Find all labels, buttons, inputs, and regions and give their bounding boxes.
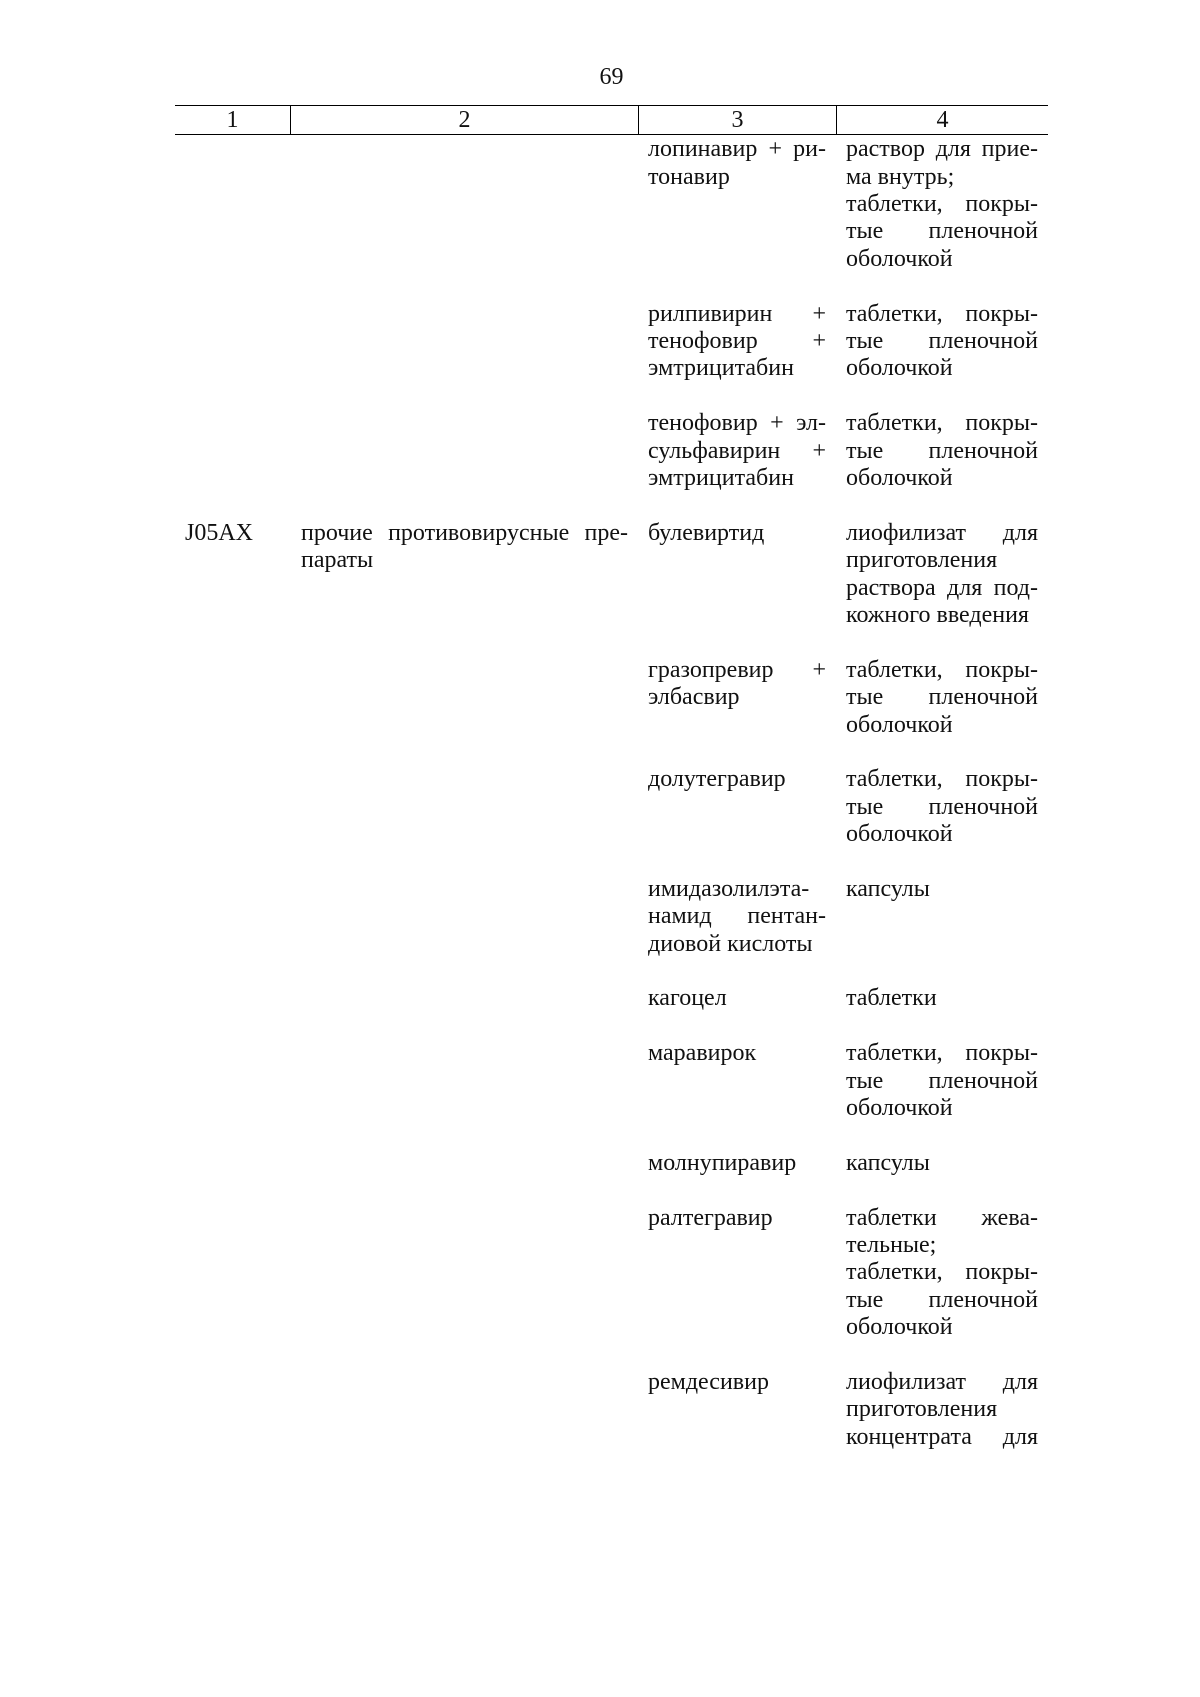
column-header: 4 — [836, 106, 1048, 134]
drug-name-cell — [638, 876, 836, 958]
text-line: прочие противовирусные пре- — [301, 519, 628, 546]
text-line: намид пентан- — [648, 903, 826, 930]
atc-code-cell — [175, 1040, 290, 1122]
text-line: ралтегравир — [648, 1204, 773, 1231]
text-line: тые пленочной — [846, 793, 1038, 820]
column-header: 2 — [290, 106, 638, 134]
table-row — [175, 410, 1048, 492]
text-line: ремдесивир — [648, 1368, 769, 1395]
table-row — [175, 136, 1048, 273]
table-body — [175, 135, 1048, 1451]
text-line: раствор для прие- — [846, 136, 1038, 163]
group-name-cell — [290, 136, 638, 273]
text-line: таблетки, покры- — [846, 1040, 1038, 1067]
dosage-form-cell — [836, 985, 1048, 1012]
text-line: оболочкой — [846, 355, 953, 382]
drug-name-cell — [638, 410, 836, 492]
table-row — [175, 985, 1048, 1012]
group-name-cell — [290, 1040, 638, 1122]
group-name-cell — [290, 1205, 638, 1342]
dosage-form-cell — [836, 876, 1048, 958]
table-row — [175, 1205, 1048, 1342]
group-name-cell — [290, 766, 638, 848]
text-line: имидазолилэта- — [648, 875, 810, 902]
table-row — [175, 657, 1048, 739]
text-line: эмтрицитабин — [648, 355, 794, 382]
text-line: оболочкой — [846, 711, 953, 738]
table-row — [175, 1040, 1048, 1122]
table-row — [175, 876, 1048, 958]
text-line: долутегравир — [648, 766, 786, 793]
text-line: лиофилизат для — [846, 1368, 1038, 1395]
text-line: оболочкой — [846, 245, 953, 272]
atc-code-cell — [175, 520, 290, 630]
text-line: капсулы — [846, 875, 930, 902]
text-line: таблетки, покры- — [846, 1259, 1038, 1286]
text-line: булевиртид — [648, 519, 765, 546]
text-line: таблетки, покры- — [846, 656, 1038, 683]
text-line: приготовления — [846, 1396, 998, 1423]
text-line: тые пленочной — [846, 1286, 1038, 1313]
text-line: тые пленочной — [846, 328, 1038, 355]
text-line: таблетки — [846, 985, 937, 1012]
group-name-cell — [290, 410, 638, 492]
page-number: 69 — [599, 64, 624, 90]
atc-code-cell — [175, 301, 290, 383]
group-name-cell — [290, 520, 638, 630]
atc-code-cell — [175, 876, 290, 958]
group-name-cell — [290, 657, 638, 739]
text-line: таблетки, покры- — [846, 191, 1038, 218]
text-line: тельные; — [846, 1231, 937, 1258]
table-row — [175, 301, 1048, 383]
atc-code-cell — [175, 410, 290, 492]
text-line: оболочкой — [846, 464, 953, 491]
atc-code-cell — [175, 657, 290, 739]
text-line: оболочкой — [846, 1314, 953, 1341]
text-line: кожного введения — [846, 601, 1029, 628]
text-line: сульфавирин + — [648, 437, 826, 464]
dosage-form-cell — [836, 520, 1048, 630]
text-line: оболочкой — [846, 821, 953, 848]
table-row — [175, 520, 1048, 630]
group-name-cell — [290, 876, 638, 958]
dosage-form-cell — [836, 1369, 1048, 1451]
text-line: концентрата для — [846, 1423, 1038, 1450]
text-line: молнупиравир — [648, 1149, 797, 1176]
text-line: рилпивирин + — [648, 300, 826, 327]
text-line: капсулы — [846, 1149, 930, 1176]
drug-name-cell — [638, 1150, 836, 1177]
column-header: 3 — [638, 106, 836, 134]
text-line: тонавир — [648, 163, 730, 190]
text-line: тые пленочной — [846, 437, 1038, 464]
drug-name-cell — [638, 1040, 836, 1122]
group-name-cell — [290, 1150, 638, 1177]
text-line: эмтрицитабин — [648, 464, 794, 491]
text-line: маравирок — [648, 1040, 757, 1067]
text-line: лиофилизат для — [846, 519, 1038, 546]
drug-name-cell — [638, 985, 836, 1012]
atc-code-cell — [175, 985, 290, 1012]
drug-name-cell — [638, 1205, 836, 1342]
drug-table — [175, 105, 1048, 1478]
text-line: тые пленочной — [846, 684, 1038, 711]
text-line: кагоцел — [648, 985, 727, 1012]
dosage-form-cell — [836, 136, 1048, 273]
text-line: параты — [301, 547, 374, 574]
dosage-form-cell — [836, 410, 1048, 492]
dosage-form-cell — [836, 1040, 1048, 1122]
dosage-form-cell — [836, 1205, 1048, 1342]
text-line: приготовления — [846, 547, 998, 574]
text-line: диовой кислоты — [648, 930, 813, 957]
drug-name-cell — [638, 766, 836, 848]
table-row — [175, 1150, 1048, 1177]
atc-code-cell — [175, 1369, 290, 1451]
text-line: гразопревир + — [648, 656, 826, 683]
text-line: оболочкой — [846, 1094, 953, 1121]
text-line: лопинавир + ри- — [648, 136, 826, 163]
drug-name-cell — [638, 136, 836, 273]
text-line: тенофовир + — [648, 328, 826, 355]
text-line: тенофовир + эл- — [648, 410, 826, 437]
drug-name-cell — [638, 1369, 836, 1451]
text-line: раствора для под- — [846, 574, 1038, 601]
atc-code-cell — [175, 766, 290, 848]
atc-code-cell — [175, 136, 290, 273]
atc-code-cell — [175, 1150, 290, 1177]
table-header-row — [175, 105, 1048, 135]
text-line: таблетки жева- — [846, 1204, 1038, 1231]
drug-name-cell — [638, 301, 836, 383]
text-line: элбасвир — [648, 684, 740, 711]
dosage-form-cell — [836, 1150, 1048, 1177]
table-row — [175, 766, 1048, 848]
drug-name-cell — [638, 657, 836, 739]
text-line: таблетки, покры- — [846, 300, 1038, 327]
text-line: таблетки, покры- — [846, 410, 1038, 437]
dosage-form-cell — [836, 766, 1048, 848]
dosage-form-cell — [836, 301, 1048, 383]
text-line: ма внутрь; — [846, 163, 955, 190]
table-row — [175, 1369, 1048, 1451]
group-name-cell — [290, 1369, 638, 1451]
dosage-form-cell — [836, 657, 1048, 739]
text-line: таблетки, покры- — [846, 766, 1038, 793]
text-line: тые пленочной — [846, 1067, 1038, 1094]
drug-name-cell — [638, 520, 836, 630]
column-header: 1 — [226, 107, 239, 133]
atc-code-cell — [175, 1205, 290, 1342]
text-line: J05AX — [185, 519, 254, 546]
text-line: тые пленочной — [846, 218, 1038, 245]
group-name-cell — [290, 985, 638, 1012]
group-name-cell — [290, 301, 638, 383]
